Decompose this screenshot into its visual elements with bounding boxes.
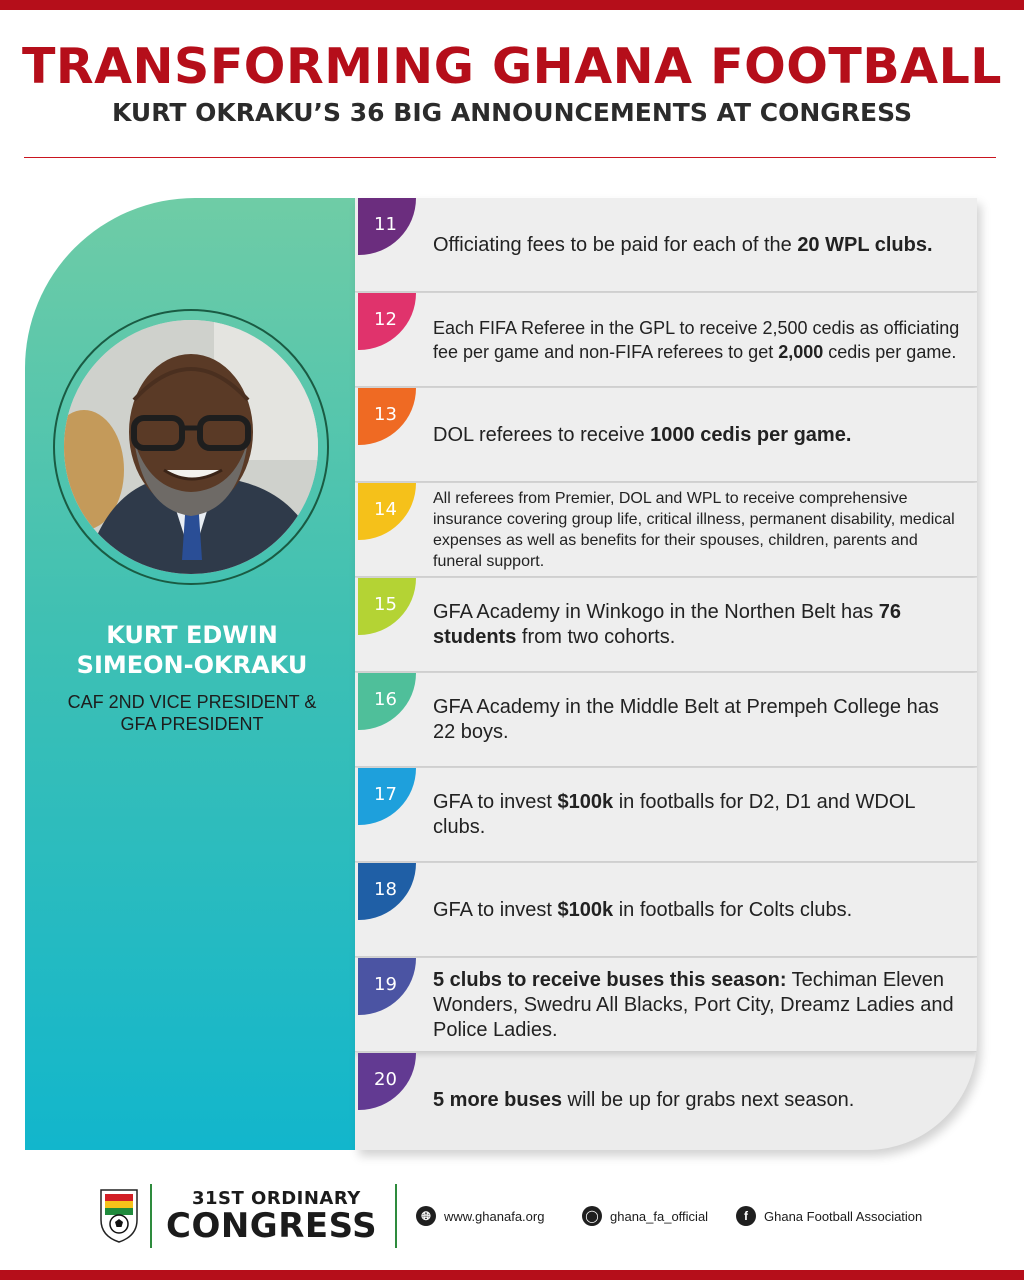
- item-number: 13: [374, 404, 397, 425]
- item-text-bold: 1000 cedis per game.: [650, 423, 852, 446]
- person-role-line1: CAF 2ND VICE PRESIDENT &: [67, 692, 317, 712]
- item-number-badge: [358, 768, 416, 825]
- item-text: [433, 1053, 963, 1147]
- item-text-bold: 76 students: [433, 601, 902, 648]
- item-text: [433, 483, 963, 577]
- top-accent-bar: [0, 0, 1024, 10]
- item-text: [433, 863, 963, 957]
- item-number-badge: [358, 578, 416, 635]
- profile-panel: [25, 198, 359, 1150]
- website-link[interactable]: [416, 1206, 544, 1226]
- item-text: [433, 388, 963, 482]
- list-item: [355, 578, 977, 672]
- item-number: 15: [374, 594, 397, 615]
- item-number-badge: [358, 293, 416, 350]
- item-text-bold: 5 clubs to receive buses this season:: [433, 968, 787, 991]
- item-text-content: [433, 1088, 854, 1113]
- list-item: [355, 958, 977, 1052]
- item-text: [433, 958, 963, 1052]
- list-item: [355, 483, 977, 577]
- list-item: [355, 768, 977, 862]
- item-text-content: [433, 600, 963, 650]
- item-text-content: [433, 968, 963, 1043]
- item-number-badge: [358, 483, 416, 540]
- item-text-bold: 2,000: [778, 342, 824, 362]
- item-number-badge: [358, 958, 416, 1015]
- item-number-badge: [358, 388, 416, 445]
- person-role-line2: GFA PRESIDENT: [120, 714, 264, 734]
- portrait-frame: [53, 309, 329, 585]
- footer-divider: [150, 1184, 152, 1248]
- item-text-bold: 20 WPL clubs.: [797, 233, 933, 256]
- bottom-accent-bar: [0, 1270, 1024, 1280]
- item-number: 16: [374, 689, 397, 710]
- item-number: 19: [374, 974, 397, 995]
- item-text-segment: DOL referees to receive: [433, 423, 651, 446]
- item-text-bold: $100k: [557, 791, 614, 813]
- item-number: 17: [374, 784, 397, 805]
- list-item: [355, 1053, 977, 1147]
- list-item: [355, 198, 977, 292]
- item-text-content: [433, 695, 963, 745]
- instagram-icon: ◯: [582, 1206, 602, 1226]
- gfa-crest-logo: [97, 1186, 141, 1244]
- item-text-segment: GFA to invest: [433, 791, 558, 813]
- announcement-list: [355, 198, 977, 1150]
- footer: [0, 1176, 1024, 1256]
- website-text: www.ghanafa.org: [444, 1208, 545, 1224]
- item-text-content: [433, 488, 963, 572]
- item-text-segment: from two cohorts.: [516, 626, 676, 648]
- item-text: [433, 293, 963, 387]
- item-text: [433, 198, 963, 292]
- item-text: [433, 768, 963, 862]
- item-number-badge: [358, 863, 416, 920]
- item-number: 18: [374, 879, 397, 900]
- item-text-segment: cedis per game.: [823, 342, 957, 362]
- item-text-bold: $100k: [557, 898, 614, 921]
- item-text-segment: Techiman Eleven Wonders, Swedru All Blacks, Port City, Dreamz Ladies and Police Ladies.: [433, 968, 954, 1041]
- item-text-segment: in footballs for D2, D1 and WDOL clubs.: [433, 791, 915, 838]
- facebook-icon: f: [736, 1206, 756, 1226]
- item-text-content: [433, 423, 851, 448]
- item-text-content: [433, 233, 933, 258]
- item-text-segment: GFA Academy in the Middle Belt at Prempeh College has 22 boys.: [433, 696, 939, 743]
- item-text-segment: GFA Academy in Winkogo in the Northen Belt has: [433, 601, 879, 623]
- person-name-line2: SIMEON-OKRAKU: [76, 651, 308, 679]
- list-item: [355, 293, 977, 387]
- person-role: [25, 691, 359, 735]
- item-text-content: [433, 898, 852, 923]
- item-text-content: [433, 316, 963, 364]
- list-item: [355, 388, 977, 482]
- person-name-line1: KURT EDWIN: [106, 621, 278, 649]
- item-text-segment: All referees from Premier, DOL and WPL to receive comprehensive insurance covering group life, critical illness, permanent disability, medical expenses as well as benefits for their spouses, children, parents and funeral support.: [433, 490, 955, 570]
- facebook-link[interactable]: [736, 1206, 922, 1226]
- instagram-text: ghana_fa_official: [610, 1208, 709, 1224]
- item-text-segment: Officiating fees to be paid for each of the: [433, 233, 798, 256]
- congress-edition: 31ST ORDINARY: [192, 1188, 361, 1209]
- list-item: [355, 863, 977, 957]
- header-divider: [24, 157, 996, 158]
- portrait-illustration: [64, 320, 318, 574]
- footer-divider: [395, 1184, 397, 1248]
- item-number-badge: [358, 673, 416, 730]
- congress-label: CONGRESS: [166, 1206, 378, 1246]
- item-number: 12: [374, 309, 397, 330]
- item-text: [433, 578, 963, 672]
- instagram-link[interactable]: [582, 1206, 708, 1226]
- item-text-content: [433, 790, 963, 840]
- item-number-badge: [358, 1053, 416, 1110]
- portrait-photo: [64, 320, 318, 574]
- globe-icon: 🌐︎: [416, 1206, 436, 1226]
- item-number-badge: [358, 198, 416, 255]
- item-text-bold: 5 more buses: [433, 1088, 562, 1111]
- item-text-segment: GFA to invest: [433, 898, 558, 921]
- item-text-segment: Each FIFA Referee in the GPL to receive 2,500 cedis as officiating fee per game and non-FIFA referees to get: [433, 318, 960, 362]
- list-item: [355, 673, 977, 767]
- item-number: 20: [374, 1069, 397, 1090]
- facebook-text: Ghana Football Association: [764, 1208, 923, 1224]
- item-number: 11: [374, 214, 397, 235]
- page-title: TRANSFORMING GHANA FOOTBALL: [21, 38, 1003, 95]
- item-text-segment: will be up for grabs next season.: [561, 1088, 855, 1111]
- person-name: [25, 620, 359, 680]
- item-number: 14: [374, 499, 397, 520]
- item-text-segment: in footballs for Colts clubs.: [613, 898, 853, 921]
- page-subtitle: KURT OKRAKU’S 36 BIG ANNOUNCEMENTS AT CONGRESS: [111, 98, 912, 127]
- item-text: [433, 673, 963, 767]
